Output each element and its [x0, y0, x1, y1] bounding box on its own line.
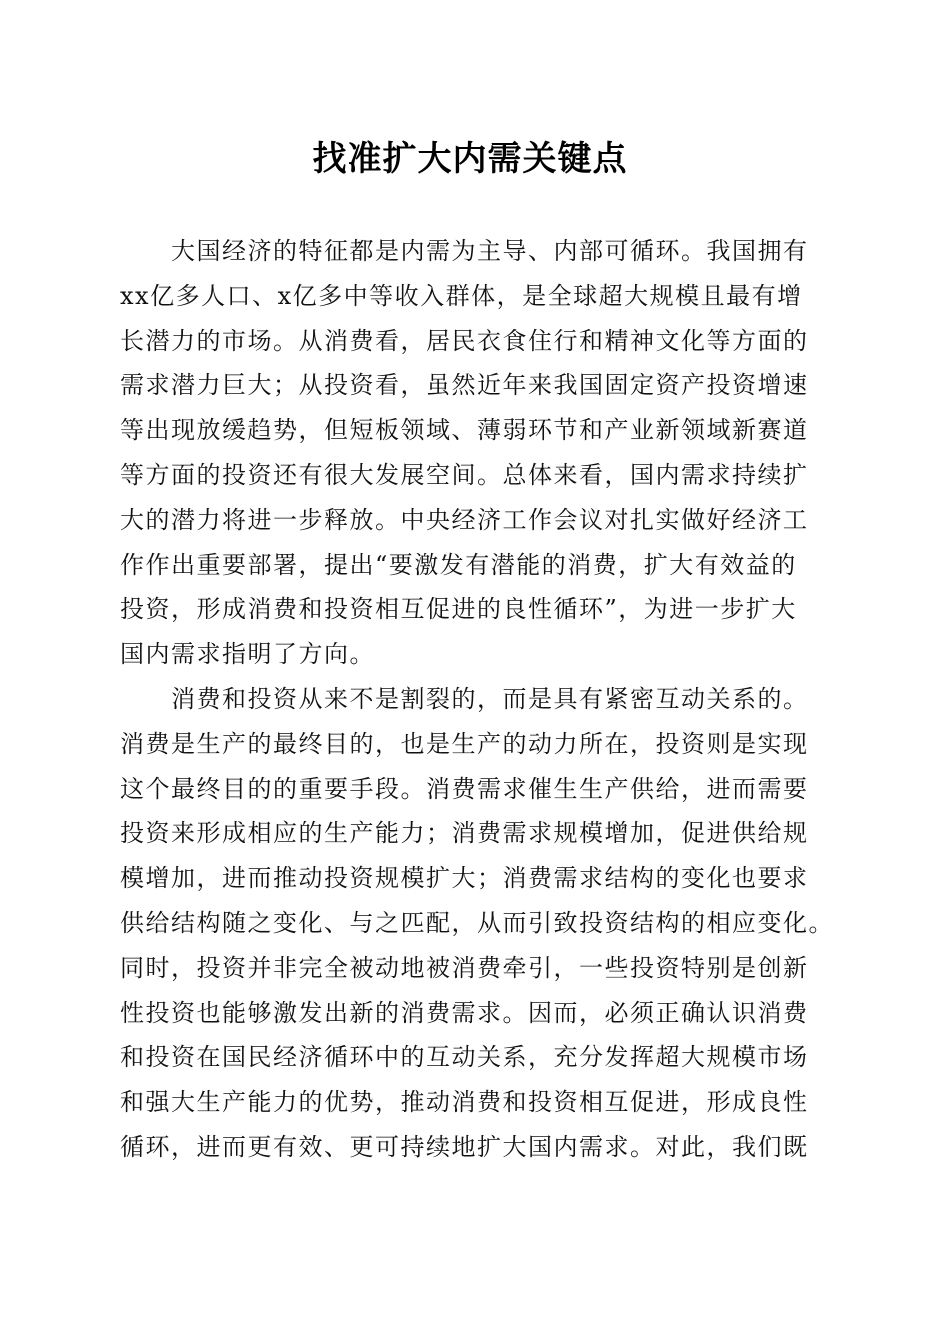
text-line: 大国经济的特征都是内需为主导、内部可循环。我国拥有 — [120, 237, 809, 265]
text-line: 等方面的投资还有很大发展空间。总体来看，国内需求持续扩 — [120, 460, 809, 489]
text-line: xx亿多人口、x亿多中等收入群体，是全球超大规模且最有增 — [120, 281, 803, 310]
text-line: 消费是生产的最终目的，也是生产的动力所在，投资则是实现 — [120, 729, 809, 758]
text-line: 消费和投资从来不是割裂的，而是具有紧密互动关系的。 — [120, 684, 809, 713]
document-body — [120, 229, 835, 1170]
text-line: 供给结构随之变化、与之匹配，从而引致投资结构的相应变化。 — [120, 908, 834, 937]
text-line: 需求潜力巨大；从投资看，虽然近年来我国固定资产投资增速 — [120, 371, 809, 400]
text-line: 大的潜力将进一步释放。中央经济工作会议对扎实做好经济工 — [120, 505, 809, 534]
text-line: 投资来形成相应的生产能力；消费需求规模增加，促进供给规 — [120, 819, 809, 848]
text-line: 作作出重要部署，提出“要激发有潜能的消费，扩大有效益的 — [120, 550, 797, 579]
text-line: 循环，进而更有效、更可持续地扩大国内需求。对此，我们既 — [120, 1132, 809, 1161]
text-line: 长潜力的市场。从消费看，居民衣食住行和精神文化等方面的 — [120, 326, 809, 355]
document-title: 找准扩大内需关键点 — [312, 139, 628, 179]
text-line: 性投资也能够激发出新的消费需求。因而，必须正确认识消费 — [120, 998, 809, 1027]
text-line: 国内需求指明了方向。 — [120, 640, 375, 669]
text-line: 和强大生产能力的优势，推动消费和投资相互促进，形成良性 — [120, 1088, 809, 1117]
text-line: 投资，形成消费和投资相互促进的良性循环”，为进一步扩大 — [120, 595, 797, 624]
text-line: 这个最终目的的重要手段。消费需求催生生产供给，进而需要 — [120, 774, 809, 803]
text-line: 等出现放缓趋势，但短板领域、薄弱环节和产业新领域新赛道 — [120, 416, 809, 445]
text-line: 同时，投资并非完全被动地被消费牵引，一些投资特别是创新 — [120, 953, 809, 982]
text-line: 和投资在国民经济循环中的互动关系，充分发挥超大规模市场 — [120, 1043, 809, 1072]
text-line: 模增加，进而推动投资规模扩大；消费需求结构的变化也要求 — [120, 864, 809, 893]
